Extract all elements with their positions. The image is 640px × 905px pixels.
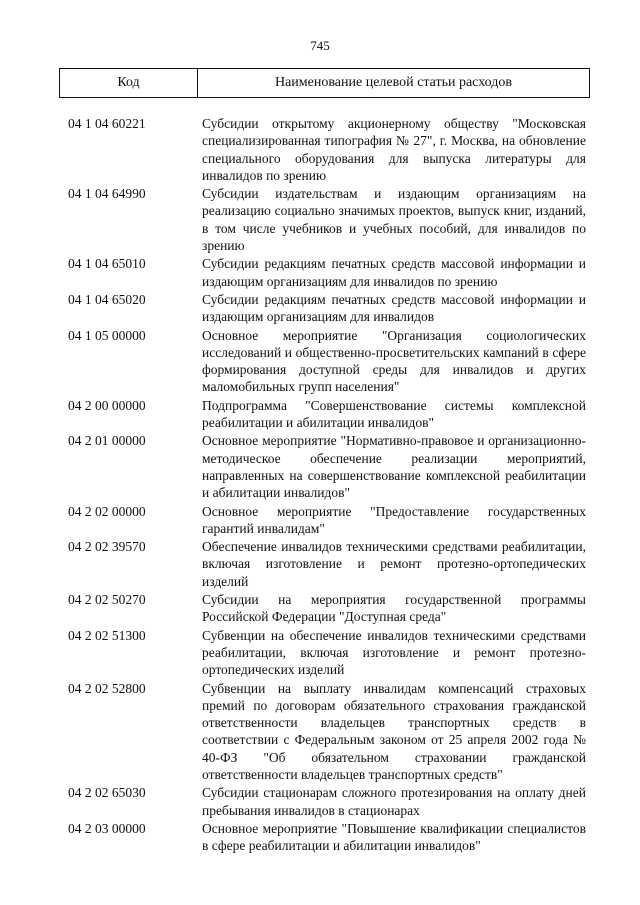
row-code: 04 2 02 65030	[68, 785, 146, 801]
row-code: 04 2 03 00000	[68, 820, 146, 836]
row-code: 04 1 04 60221	[68, 116, 146, 131]
row-code: 04 2 02 39570	[68, 539, 146, 555]
row-description: Подпрограмма "Совершенствование системы комплексной реабилитации и абилитации инвалидов"	[202, 397, 586, 431]
row-code: 04 2 02 51300	[68, 627, 146, 643]
page-number: 745	[310, 38, 330, 53]
row-code: 04 2 01 00000	[68, 433, 146, 449]
row-description: Субсидии на мероприятия государственной программы Российской Федерации "Доступная среда"	[202, 592, 586, 625]
header-name-label: Наименование целевой статьи расходов	[274, 75, 513, 90]
table-row	[68, 327, 590, 396]
row-code: 04 1 05 00000	[68, 327, 146, 343]
row-description: Субсидии открытому акционерному обществу "Московская специализированная типография № 27", г. Москва, на обновление специального оборудования для выпуска литературы для инвалидов по зрению	[202, 116, 586, 183]
table-row	[68, 255, 590, 290]
table-row	[68, 627, 590, 679]
row-code: 04 2 02 00000	[68, 503, 146, 519]
row-description: Основное мероприятие "Организация социологических исследований и общественно-просветительских кампаний в сфере формирования доступной среды для инвалидов и других маломобильных групп населения"	[202, 327, 586, 395]
row-description: Основное мероприятие "Предоставление государственных гарантий инвалидам"	[202, 503, 586, 536]
table-row	[68, 432, 590, 501]
row-code: 04 1 04 65020	[68, 291, 146, 307]
table-row	[68, 115, 590, 184]
table-row	[68, 185, 590, 254]
table-row	[68, 397, 590, 432]
table-row	[68, 784, 590, 819]
table-row	[68, 820, 590, 855]
row-code: 04 1 04 65010	[68, 256, 146, 272]
row-description: Субсидии редакциям печатных средств массовой информации и издающим организациям для инвалидов по зрению	[202, 256, 586, 289]
row-description: Обеспечение инвалидов техническими средствами реабилитации, включая изготовление и ремонт протезно-ортопедических изделий	[202, 539, 586, 589]
table-row	[68, 538, 590, 590]
row-code: 04 2 02 50270	[68, 592, 146, 608]
row-code: 04 2 02 52800	[68, 680, 146, 696]
row-code: 04 2 00 00000	[68, 397, 146, 413]
table-row	[68, 680, 590, 784]
table-header	[59, 68, 590, 98]
table-row	[68, 503, 590, 538]
row-description: Субсидии издательствам и издающим организациям на реализацию социально значимых проектов, выпуск книг, изданий, в том числе учебников и учебных пособий, для инвалидов по зрению	[202, 186, 586, 254]
row-description: Субсидии редакциям печатных средств массовой информации и издающим организациям для инвалидов	[202, 291, 586, 325]
table-row	[68, 591, 590, 626]
budget-items-list	[68, 115, 590, 855]
row-description: Субвенции на выплату инвалидам компенсаций страховых премий по договорам обязательного страхования гражданской ответственности владельцев транспортных средств в соответствии с Федеральным законом от 25 апреля 2002 года № 40-ФЗ "Об обязательном страховании гражданской ответственности владельцев транспортных средств"	[202, 680, 586, 782]
row-description: Основное мероприятие "Нормативно-правовое и организационно-методическое обеспечение реализации мероприятий, направленных на совершенствование комплексной реабилитации и абилитации инвалидов"	[202, 433, 586, 501]
row-description: Субсидии стационарам сложного протезирования на оплату дней пребывания инвалидов в стационарах	[202, 785, 586, 818]
row-description: Основное мероприятие "Повышение квалификации специалистов в сфере реабилитации и абилитации инвалидов"	[202, 820, 586, 854]
row-description: Субвенции на обеспечение инвалидов техническими средствами реабилитации, включая изготовление и ремонт протезно-ортопедических изделий	[202, 627, 586, 678]
table-row	[68, 291, 590, 326]
row-code: 04 1 04 64990	[68, 186, 146, 202]
header-code-label: Код	[60, 69, 198, 97]
